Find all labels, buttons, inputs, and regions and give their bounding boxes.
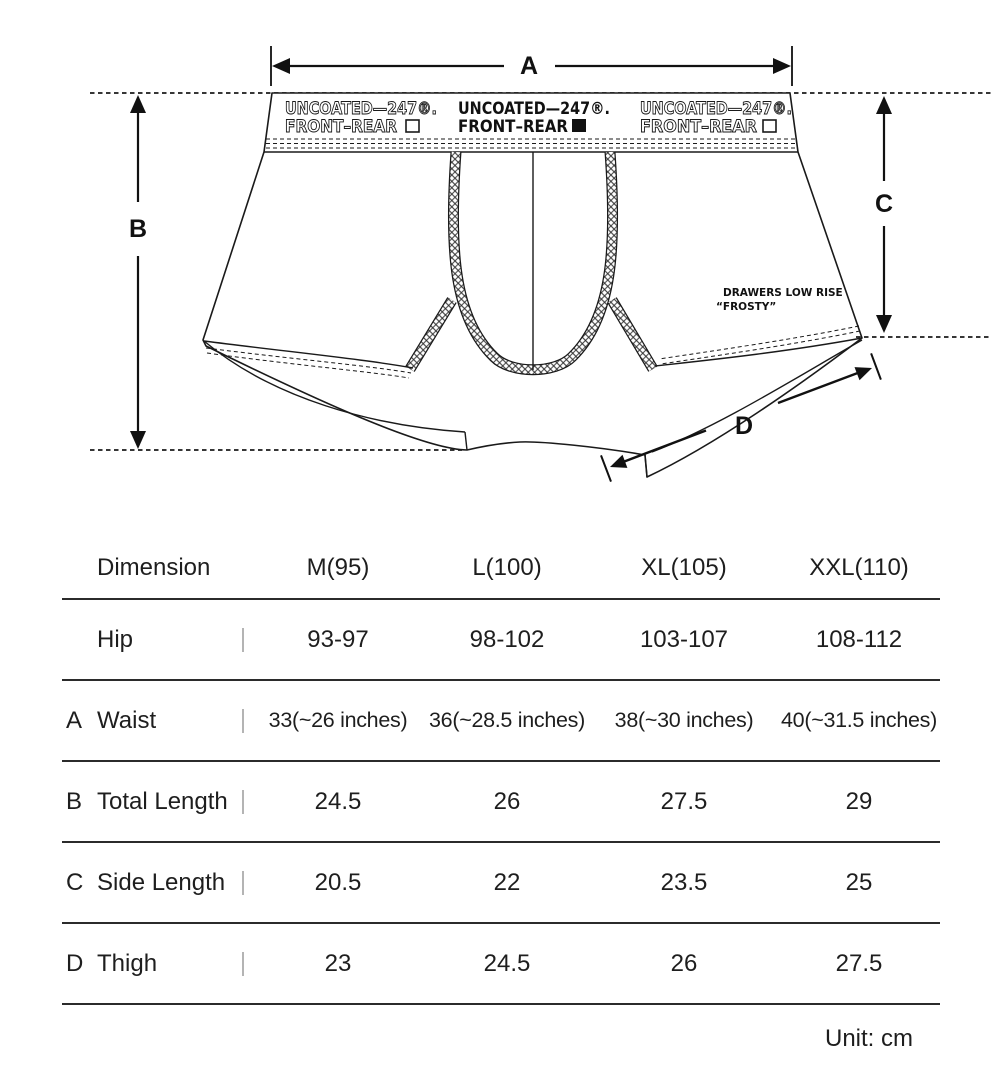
row-divider [234,762,252,841]
row-label: Waist [97,706,157,734]
waistband-text-right-1: UNCOATED—247®. [640,99,792,118]
row-value-xl: 27.5 [660,787,708,815]
table-row [62,762,940,843]
garment-line-art [0,0,1000,512]
row-divider [234,843,252,922]
row-divider [234,681,252,760]
tag-text-line2: “FROSTY” [716,301,777,313]
table-header-row [62,538,940,600]
row-value-m: 23 [324,949,352,977]
row-letter: A [66,706,83,734]
row-value-l: 36(~28.5 inches) [429,708,585,732]
row-value-l: 22 [493,868,521,896]
waistband-text-right-2: FRONT–REAR [640,117,758,136]
row-divider [234,600,252,679]
row-value-m: 33(~26 inches) [268,708,408,732]
dimension-label-c: C [874,190,894,218]
open-square-icon [763,120,776,132]
header-spacer [234,538,252,598]
row-value-xxl: 29 [845,787,873,815]
table-row [62,681,940,762]
row-value-m: 93-97 [307,625,369,653]
header-size-xxl: XXL(110) [809,554,909,581]
row-label: Side Length [97,868,226,896]
size-diagram [0,0,1000,512]
row-value-m: 24.5 [314,787,362,815]
waistband-text-center-1: UNCOATED—247®. [458,99,610,118]
row-label: Total Length [97,787,228,815]
row-value-xxl: 40(~31.5 inches) [781,708,937,732]
dimension-label-d: D [734,412,754,440]
waistband-text-left-1: UNCOATED—247®. [285,99,437,118]
filled-square-icon [572,119,586,132]
waistband-branding [285,99,792,136]
divider-bar [242,871,244,895]
waistband-text-left-2: FRONT–REAR [285,117,398,136]
row-value-xl: 38(~30 inches) [614,708,754,732]
row-letter: D [66,949,84,977]
row-label: Thigh [97,949,158,977]
row-label: Hip [97,625,134,653]
row-letter: B [66,787,83,815]
row-value-l: 24.5 [483,949,531,977]
divider-bar [242,952,244,976]
header-dimension: Dimension [97,554,211,581]
row-value-xxl: 25 [845,868,873,896]
row-value-xxl: 27.5 [835,949,883,977]
row-value-xl: 23.5 [660,868,708,896]
row-value-m: 20.5 [314,868,362,896]
divider-bar [242,790,244,814]
row-divider [234,924,252,1003]
dimension-arrow-b [130,95,146,449]
header-size-xl: XL(105) [641,554,727,581]
table-row [62,600,940,681]
header-size-l: L(100) [472,554,542,581]
row-value-xxl: 108-112 [815,625,903,653]
dimension-label-b: B [128,215,148,243]
table-row [62,924,940,1005]
row-value-xl: 26 [670,949,698,977]
tag-text-line1: DRAWERS LOW RISE [723,287,843,299]
divider-bar [242,709,244,733]
size-table-body [62,600,940,1005]
row-value-l: 26 [493,787,521,815]
size-table [62,538,940,1053]
dimension-label-a: A [519,52,539,80]
header-size-m: M(95) [306,554,370,581]
row-value-xl: 103-107 [639,625,729,653]
unit-note: Unit: cm [824,1025,913,1052]
table-row [62,843,940,924]
row-value-l: 98-102 [469,625,545,653]
divider-bar [242,628,244,652]
open-square-icon [406,120,419,132]
waistband-text-center-2: FRONT–REAR [458,117,569,136]
row-letter: C [66,868,84,896]
